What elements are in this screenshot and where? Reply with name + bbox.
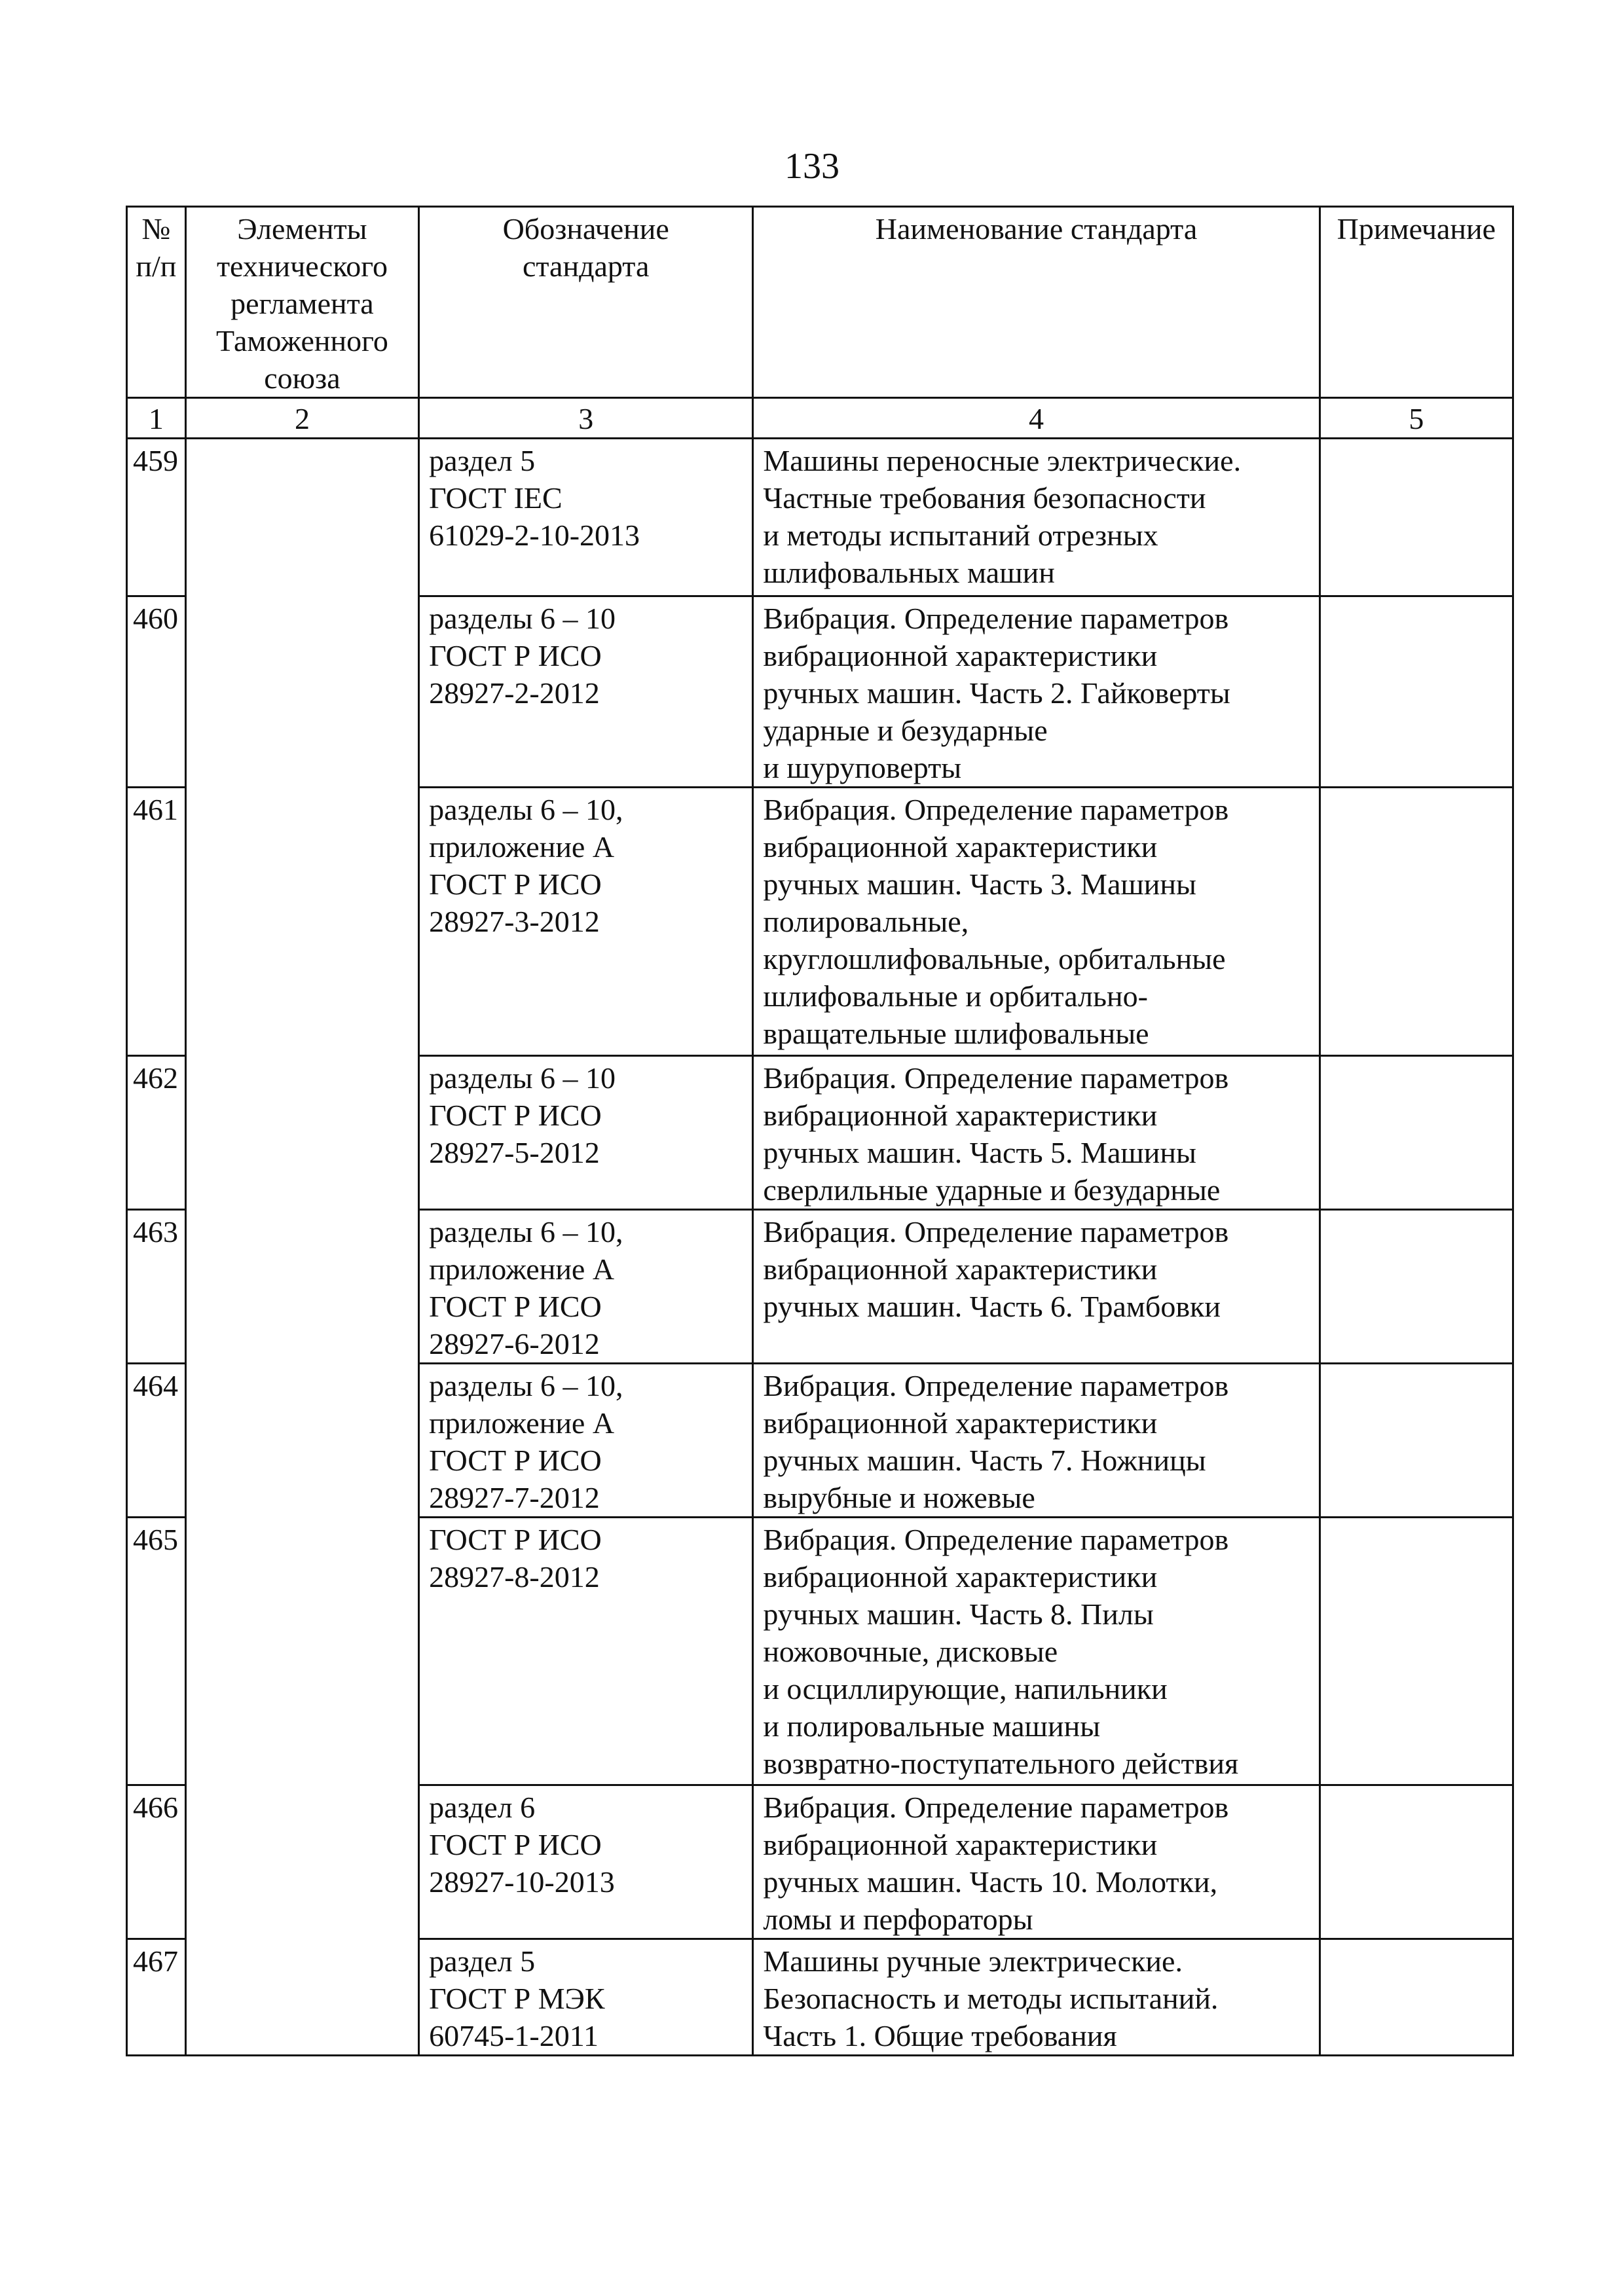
standards-table	[126, 206, 1514, 2056]
standard-designation: разделы 6 – 10 ГОСТ Р ИСО 28927-5-2012	[419, 1056, 753, 1210]
row-number: 466	[127, 1785, 186, 1939]
elements-cell	[185, 439, 418, 2056]
standard-designation: раздел 6 ГОСТ Р ИСО 28927-10-2013	[419, 1785, 753, 1939]
note-cell	[1320, 596, 1513, 788]
standard-name: Вибрация. Определение параметров вибрационной характеристики ручных машин. Часть 6. Трамбовки	[753, 1210, 1320, 1364]
standard-designation: раздел 5 ГОСТ IEC 61029-2-10-2013	[419, 439, 753, 596]
header-row	[127, 207, 1513, 398]
row-number: 462	[127, 1056, 186, 1210]
header-number: № п/п	[127, 207, 186, 398]
row-number: 461	[127, 788, 186, 1056]
standard-designation: разделы 6 – 10, приложение А ГОСТ Р ИСО 28927-7-2012	[419, 1364, 753, 1518]
row-number: 463	[127, 1210, 186, 1364]
note-cell	[1320, 439, 1513, 596]
column-number: 1	[127, 398, 186, 439]
header-elements: Элементы технического регламента Таможенного союза	[185, 207, 418, 398]
row-number: 467	[127, 1939, 186, 2056]
page-number: 133	[784, 146, 840, 187]
standard-name: Вибрация. Определение параметров вибрационной характеристики ручных машин. Часть 10. Молотки, ломы и перфораторы	[753, 1785, 1320, 1939]
column-number: 4	[753, 398, 1320, 439]
standard-designation: разделы 6 – 10, приложение А ГОСТ Р ИСО 28927-3-2012	[419, 788, 753, 1056]
table-row	[127, 439, 1513, 596]
standard-name: Вибрация. Определение параметров вибрационной характеристики ручных машин. Часть 5. Машины сверлильные ударные и безударные	[753, 1056, 1320, 1210]
standard-name: Вибрация. Определение параметров вибрационной характеристики ручных машин. Часть 3. Машины полировальные, круглошлифовальные, орбитальные шлифовальные и орбитально- вращательные шлифовальные	[753, 788, 1320, 1056]
note-cell	[1320, 788, 1513, 1056]
standard-name: Машины переносные электрические. Частные требования безопасности и методы испытаний отрезных шлифовальных машин	[753, 439, 1320, 596]
row-number: 459	[127, 439, 186, 596]
note-cell	[1320, 1056, 1513, 1210]
column-number: 2	[185, 398, 418, 439]
standard-designation: разделы 6 – 10 ГОСТ Р ИСО 28927-2-2012	[419, 596, 753, 788]
standard-name: Вибрация. Определение параметров вибрационной характеристики ручных машин. Часть 2. Гайковерты ударные и безударные и шуруповерты	[753, 596, 1320, 788]
note-cell	[1320, 1210, 1513, 1364]
note-cell	[1320, 1939, 1513, 2056]
header-name: Наименование стандарта	[753, 207, 1320, 398]
row-number: 464	[127, 1364, 186, 1518]
note-cell	[1320, 1785, 1513, 1939]
standard-designation: разделы 6 – 10, приложение А ГОСТ Р ИСО 28927-6-2012	[419, 1210, 753, 1364]
column-number: 3	[419, 398, 753, 439]
header-note: Примечание	[1320, 207, 1513, 398]
note-cell	[1320, 1364, 1513, 1518]
row-number: 460	[127, 596, 186, 788]
note-cell	[1320, 1518, 1513, 1785]
column-number-row	[127, 398, 1513, 439]
standard-designation: ГОСТ Р ИСО 28927-8-2012	[419, 1518, 753, 1785]
column-number: 5	[1320, 398, 1513, 439]
header-designation: Обозначение стандарта	[419, 207, 753, 398]
standard-designation: раздел 5 ГОСТ Р МЭК 60745-1-2011	[419, 1939, 753, 2056]
standard-name: Вибрация. Определение параметров вибрационной характеристики ручных машин. Часть 7. Ножницы вырубные и ножевые	[753, 1364, 1320, 1518]
standard-name: Вибрация. Определение параметров вибрационной характеристики ручных машин. Часть 8. Пилы ножовочные, дисковые и осциллирующие, напильники и полировальные машины возвратно-поступательного действия	[753, 1518, 1320, 1785]
standard-name: Машины ручные электрические. Безопасность и методы испытаний. Часть 1. Общие требования	[753, 1939, 1320, 2056]
row-number: 465	[127, 1518, 186, 1785]
